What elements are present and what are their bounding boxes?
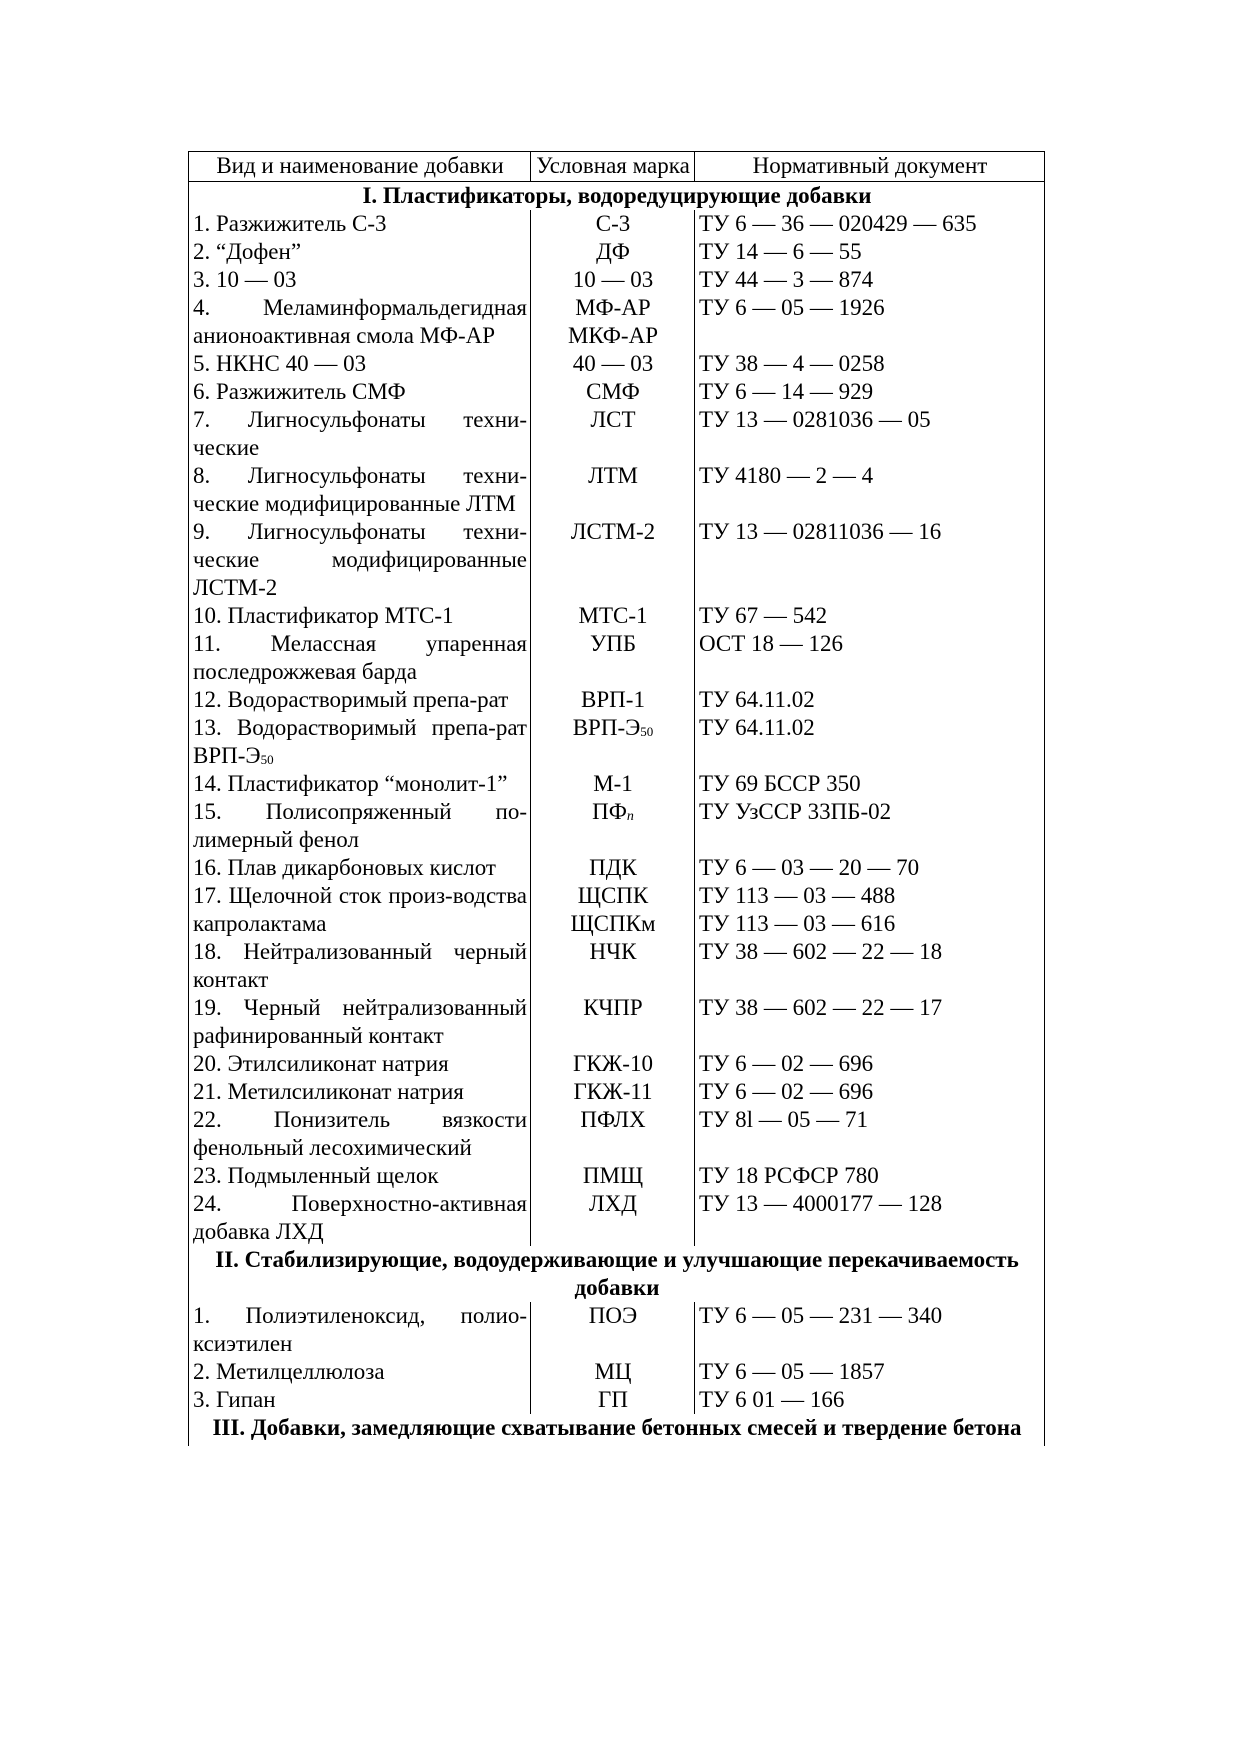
additive-mark: УПБ: [531, 630, 695, 686]
additive-mark: ГП: [531, 1386, 695, 1414]
section-row: [189, 182, 1045, 211]
section-row: [189, 1246, 1045, 1302]
normative-document: ТУ 6 — 14 — 929: [695, 378, 1045, 406]
additive-name: 9. Лигносульфонаты техни-ческие модифицированные ЛСТМ-2: [189, 518, 531, 602]
header-mark: Условная марка: [531, 152, 695, 182]
normative-document: ТУ 18 РСФСР 780: [695, 1162, 1045, 1190]
document-page: [188, 151, 1044, 1446]
additive-mark: ДФ: [531, 238, 695, 266]
table-row: [189, 630, 1045, 686]
table-row: [189, 210, 1045, 238]
table-row: [189, 1358, 1045, 1386]
additive-name: 3. 10 — 03: [189, 266, 531, 294]
additive-mark: М-1: [531, 770, 695, 798]
additive-name: 23. Подмыленный щелок: [189, 1162, 531, 1190]
header-document: Нормативный документ: [695, 152, 1045, 182]
normative-document: ТУ 38 — 602 — 22 — 17: [695, 994, 1045, 1050]
additives-table: [188, 151, 1045, 1446]
additive-mark: НЧК: [531, 938, 695, 994]
additive-name: 7. Лигносульфонаты техни-ческие: [189, 406, 531, 462]
additive-name: 21. Метилсиликонат натрия: [189, 1078, 531, 1106]
additive-mark: КЧПР: [531, 994, 695, 1050]
header-name: Вид и наименование добавки: [189, 152, 531, 182]
additive-name: 12. Водорастворимый препа-рат: [189, 686, 531, 714]
additive-name: 10. Пластификатор МТС-1: [189, 602, 531, 630]
table-row: [189, 378, 1045, 406]
additive-mark: ВРП-1: [531, 686, 695, 714]
additive-mark: ЛТМ: [531, 462, 695, 518]
additive-name: 20. Этилсиликонат натрия: [189, 1050, 531, 1078]
additive-mark: ПФn: [531, 798, 695, 854]
table-row: [189, 686, 1045, 714]
normative-document: ТУ 6 — 05 — 1857: [695, 1358, 1045, 1386]
normative-document: ТУ 69 БССР 350: [695, 770, 1045, 798]
normative-document: ТУ 13 — 02811036 — 16: [695, 518, 1045, 602]
additive-mark: МФ-АР МКФ-АР: [531, 294, 695, 350]
table-row: [189, 1050, 1045, 1078]
section-title: II. Стабилизирующие, водоудерживающие и улучшающие перекачиваемость добавки: [189, 1246, 1045, 1302]
table-row: [189, 770, 1045, 798]
additive-mark: МТС-1: [531, 602, 695, 630]
additive-name: 5. НКНС 40 — 03: [189, 350, 531, 378]
normative-document: ТУ 64.11.02: [695, 686, 1045, 714]
table-row: [189, 1302, 1045, 1358]
additive-name: 17. Щелочной сток произ-водства капролактама: [189, 882, 531, 938]
additive-name: 16. Плав дикарбоновых кислот: [189, 854, 531, 882]
normative-document: ТУ УзССР 33ПБ-02: [695, 798, 1045, 854]
additive-mark: С-3: [531, 210, 695, 238]
table-row: [189, 854, 1045, 882]
additive-name: 1. Полиэтиленоксид, полио-ксиэтилен: [189, 1302, 531, 1358]
table-row: [189, 462, 1045, 518]
table-body: [189, 182, 1045, 1447]
normative-document: ТУ 13 — 0281036 — 05: [695, 406, 1045, 462]
additive-mark: ЩСПК ЩСПКм: [531, 882, 695, 938]
normative-document: ТУ 6 — 02 — 696: [695, 1050, 1045, 1078]
table-row: [189, 294, 1045, 350]
additive-name: 3. Гипан: [189, 1386, 531, 1414]
normative-document: ТУ 6 — 03 — 20 — 70: [695, 854, 1045, 882]
additive-name: 14. Пластификатор “монолит-1”: [189, 770, 531, 798]
table-row: [189, 518, 1045, 602]
additive-mark: ГКЖ-10: [531, 1050, 695, 1078]
additive-mark: ПМЩ: [531, 1162, 695, 1190]
additive-mark: ПДК: [531, 854, 695, 882]
mark-subscript: 50: [640, 724, 654, 739]
normative-document: ТУ 6 — 05 — 231 — 340: [695, 1302, 1045, 1358]
additive-name: 24. Поверхностно-активная добавка ЛХД: [189, 1190, 531, 1246]
table-row: [189, 798, 1045, 854]
additive-name: 6. Разжижитель СМФ: [189, 378, 531, 406]
table-row: [189, 1162, 1045, 1190]
table-row: [189, 266, 1045, 294]
additive-mark: ПОЭ: [531, 1302, 695, 1358]
normative-document: ТУ 8l — 05 — 71: [695, 1106, 1045, 1162]
normative-document: ТУ 6 — 05 — 1926: [695, 294, 1045, 350]
section-title: III. Добавки, замедляющие схватывание бетонных смесей и твердение бетона: [189, 1414, 1045, 1446]
table-row: [189, 1106, 1045, 1162]
normative-document: ТУ 64.11.02: [695, 714, 1045, 770]
normative-document: ТУ 4180 — 2 — 4: [695, 462, 1045, 518]
table-row: [189, 350, 1045, 378]
mark-subscript: n: [626, 809, 634, 824]
table-row: [189, 602, 1045, 630]
additive-mark: ЛСТ: [531, 406, 695, 462]
additive-mark: ВРП-Э50: [531, 714, 695, 770]
table-row: [189, 994, 1045, 1050]
additive-mark: ГКЖ-11: [531, 1078, 695, 1106]
additive-mark: ЛСТМ-2: [531, 518, 695, 602]
additive-name: 4. Меламинформальдегидная анионоактивная смола МФ-АР: [189, 294, 531, 350]
additive-name: 11. Мелассная упаренная последрожжевая барда: [189, 630, 531, 686]
additive-mark: 10 — 03: [531, 266, 695, 294]
table-row: [189, 938, 1045, 994]
normative-document: ОСТ 18 — 126: [695, 630, 1045, 686]
additive-name: 1. Разжижитель С-3: [189, 210, 531, 238]
normative-document: ТУ 38 — 602 — 22 — 18: [695, 938, 1045, 994]
table-row: [189, 1386, 1045, 1414]
additive-name: 18. Нейтрализованный черный контакт: [189, 938, 531, 994]
additive-name: 13. Водорастворимый препа-рат ВРП-Э50: [189, 714, 531, 770]
normative-document: ТУ 14 — 6 — 55: [695, 238, 1045, 266]
normative-document: ТУ 44 — 3 — 874: [695, 266, 1045, 294]
normative-document: ТУ 6 — 02 — 696: [695, 1078, 1045, 1106]
additive-name: 8. Лигносульфонаты техни-ческие модифицированные ЛТМ: [189, 462, 531, 518]
normative-document: ТУ 6 — 36 — 020429 — 635: [695, 210, 1045, 238]
section-title: I. Пластификаторы, водоредуцирующие добавки: [189, 182, 1045, 211]
additive-name: 15. Полисопряженный по-лимерный фенол: [189, 798, 531, 854]
normative-document: ТУ 67 — 542: [695, 602, 1045, 630]
table-row: [189, 714, 1045, 770]
header-row: [189, 152, 1045, 182]
additive-name: 2. Метилцеллюлоза: [189, 1358, 531, 1386]
table-row: [189, 882, 1045, 938]
section-row: [189, 1414, 1045, 1446]
table-row: [189, 1078, 1045, 1106]
normative-document: ТУ 113 — 03 — 488 ТУ 113 — 03 — 616: [695, 882, 1045, 938]
table-row: [189, 406, 1045, 462]
table-row: [189, 238, 1045, 266]
additive-mark: ПФЛХ: [531, 1106, 695, 1162]
additive-mark: 40 — 03: [531, 350, 695, 378]
additive-name: 19. Черный нейтрализованный рафинированный контакт: [189, 994, 531, 1050]
normative-document: ТУ 38 — 4 — 0258: [695, 350, 1045, 378]
normative-document: ТУ 6 01 — 166: [695, 1386, 1045, 1414]
additive-mark: МЦ: [531, 1358, 695, 1386]
additive-mark: СМФ: [531, 378, 695, 406]
table-row: [189, 1190, 1045, 1246]
name-subscript: 50: [260, 752, 274, 767]
normative-document: ТУ 13 — 4000177 — 128: [695, 1190, 1045, 1246]
additive-mark: ЛХД: [531, 1190, 695, 1246]
additive-name: 22. Понизитель вязкости фенольный лесохимический: [189, 1106, 531, 1162]
additive-name: 2. “Дофен”: [189, 238, 531, 266]
